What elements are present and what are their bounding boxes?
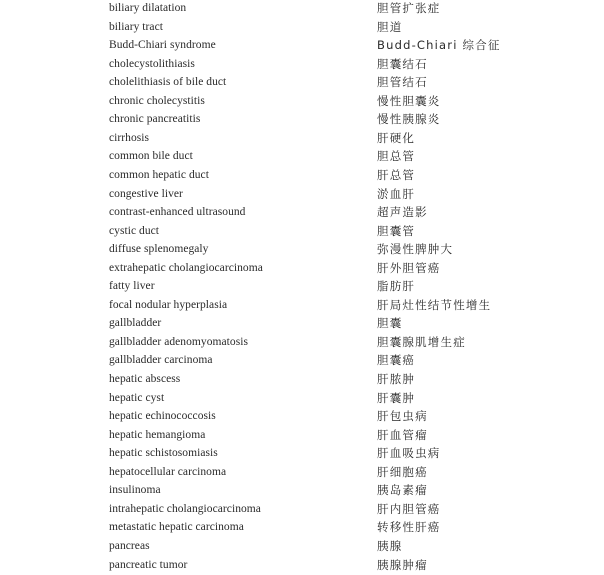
chinese-term: 肝内胆管癌 [377, 501, 441, 516]
chinese-term: 胰腺肿瘤 [377, 557, 428, 572]
glossary-row [0, 426, 604, 444]
glossary-row [0, 481, 604, 499]
chinese-term: 胆囊管 [377, 223, 416, 238]
glossary-row [0, 166, 604, 184]
chinese-term: 肝血管瘤 [377, 427, 428, 442]
glossary-row [0, 314, 604, 332]
glossary-row [0, 36, 604, 54]
glossary-row [0, 240, 604, 258]
glossary-row [0, 55, 604, 73]
chinese-term: 肝总管 [377, 167, 416, 182]
chinese-term: 肝局灶性结节性增生 [377, 297, 492, 312]
english-term: hepatic hemangioma [109, 428, 206, 441]
english-term: cirrhosis [109, 131, 150, 144]
glossary-row [0, 333, 604, 351]
glossary-row [0, 351, 604, 369]
glossary-row [0, 110, 604, 128]
english-term: hepatic cyst [109, 391, 165, 404]
chinese-term: 胆囊癌 [377, 353, 416, 368]
chinese-term: 胆管结石 [377, 75, 428, 90]
chinese-term: 脂肪肝 [377, 279, 416, 294]
chinese-term: 胰岛素瘤 [377, 483, 428, 498]
glossary-row [0, 73, 604, 91]
english-term: intrahepatic cholangiocarcinoma [109, 502, 261, 515]
chinese-term: 转移性肝癌 [377, 520, 441, 535]
english-term: biliary dilatation [109, 2, 187, 14]
chinese-term: 淤血肝 [377, 186, 416, 201]
chinese-term: 胆总管 [377, 149, 416, 164]
chinese-term: 弥漫性脾肿大 [377, 242, 454, 257]
english-term: pancreatic tumor [109, 558, 188, 571]
glossary-row [0, 277, 604, 295]
english-term: pancreas [109, 539, 150, 552]
english-term: hepatic schistosomiasis [109, 447, 218, 460]
chinese-term: 胆囊结石 [377, 56, 428, 71]
chinese-term: 肝硬化 [377, 130, 416, 145]
glossary-row [0, 18, 604, 36]
english-term: chronic cholecystitis [109, 94, 205, 107]
english-term: insulinoma [109, 484, 161, 497]
chinese-term: 慢性胆囊炎 [377, 93, 441, 108]
glossary-row [0, 389, 604, 407]
glossary-row [0, 0, 604, 17]
english-term: diffuse splenomegaly [109, 243, 209, 256]
english-term: common bile duct [109, 150, 193, 163]
glossary-row [0, 203, 604, 221]
english-term: gallbladder [109, 317, 162, 330]
english-term: biliary tract [109, 20, 163, 33]
chinese-term: 胆囊 [377, 316, 403, 331]
glossary-row [0, 518, 604, 536]
english-term: gallbladder carcinoma [109, 354, 213, 367]
glossary-row [0, 500, 604, 518]
english-term: chronic pancreatitis [109, 113, 201, 126]
chinese-term: 肝外胆管癌 [377, 260, 441, 275]
english-term: fatty liver [109, 280, 155, 293]
chinese-term: 肝囊肿 [377, 390, 416, 405]
glossary-row [0, 222, 604, 240]
english-term: contrast-enhanced ultrasound [109, 206, 246, 219]
glossary-row [0, 259, 604, 277]
chinese-term: 肝脓肿 [377, 372, 416, 386]
english-term: hepatic echinococcosis [109, 410, 216, 423]
chinese-term: 慢性胰腺炎 [377, 112, 441, 127]
english-term: metastatic hepatic carcinoma [109, 521, 244, 534]
chinese-term: 肝包虫病 [377, 409, 428, 424]
english-term: hepatocellular carcinoma [109, 465, 227, 478]
glossary-row [0, 129, 604, 147]
english-term: extrahepatic cholangiocarcinoma [109, 261, 263, 274]
english-term: hepatic abscess [109, 373, 181, 385]
chinese-term: 胆囊腺肌增生症 [377, 334, 466, 349]
glossary-row [0, 147, 604, 165]
chinese-term: 肝血吸虫病 [377, 446, 441, 461]
english-term: focal nodular hyperplasia [109, 298, 228, 311]
english-term: cholecystolithiasis [109, 57, 195, 70]
english-term: gallbladder adenomyomatosis [109, 335, 248, 348]
chinese-term: 胆管扩张症 [377, 1, 441, 15]
chinese-term: 肝细胞癌 [377, 464, 428, 479]
chinese-term: 超声造影 [377, 205, 428, 220]
english-term: cystic duct [109, 224, 160, 237]
english-term: common hepatic duct [109, 168, 209, 181]
glossary-row [0, 407, 604, 425]
glossary-row [0, 537, 604, 555]
english-term: congestive liver [109, 187, 183, 200]
glossary-row [0, 370, 604, 388]
glossary-row [0, 556, 604, 574]
english-term: cholelithiasis of bile duct [109, 76, 227, 89]
glossary-row [0, 296, 604, 314]
english-term: Budd-Chiari syndrome [109, 39, 216, 52]
glossary-row [0, 185, 604, 203]
chinese-term: 胰腺 [377, 538, 403, 553]
glossary-row [0, 463, 604, 481]
chinese-term: 胆道 [377, 19, 403, 34]
glossary-row [0, 444, 604, 462]
glossary-row [0, 92, 604, 110]
chinese-term: Budd-Chiari 综合征 [377, 38, 501, 53]
